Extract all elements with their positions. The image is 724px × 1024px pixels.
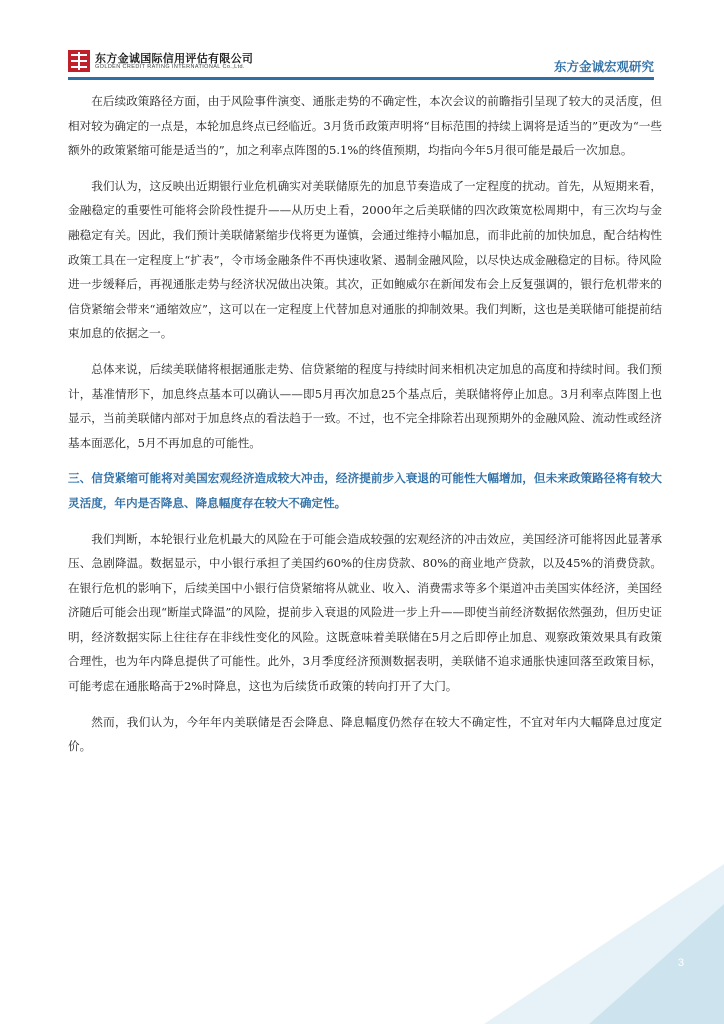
paragraph-rate-cut-uncertainty: 然而，我们认为，今年年内美联储是否会降息、降息幅度仍然存在较大不确定性，不宜对年内大幅降息过度定价。 <box>68 714 662 754</box>
paragraph-credit-tightening-risk: 我们判断，本轮银行业危机最大的风险在于可能会造成较强的宏观经济的冲击效应，美国经济可能将因此显著承压、急剧降温。数据显示，中小银行承担了美国约60%的住房贷款、80%的商业地产贷款，以及45%的消费贷款。在银行危机的影响下，后续美国中小银行信贷紧缩将从就业、收入、消费需求等多个渠道冲击美国实体经济，美国经济随后可能会出现“断崖式降温”的风险，提前步入衰退的风险进一步上升——即使当前经济数据依然强劲，但历史证明，经济数据实际上往往存在非线性变化的风险。这既意味着美联储在5月之后即停止加息、观察政策效果具有政策合理性，也为年内降息提供了可能性。此外，3月季度经济预测数据表明，美联储不追求通胀快速回落至政策目标，可能考虑在通胀略高于2%时降息，这也为后续货币政策的转向打开了大门。 <box>68 531 662 694</box>
section-heading-3: 三、信贷紧缩可能将对美国宏观经济造成较大冲击，经济提前步入衰退的可能性大幅增加，但未来政策路径将有较大灵活度，年内是否降息、降息幅度存在较大不确定性。 <box>68 471 662 510</box>
paragraph-policy-path: 在后续政策路径方面，由于风险事件演变、通胀走势的不确定性，本次会议的前瞻指引呈现了较大的灵活度，但相对较为确定的一点是，本轮加息终点已经临近。3月货币政策声明将“目标范围的持续上调将是适当的”更改为“一些额外的政策紧缩可能是适当的”，加之利率点阵图的5.1%的终值预期，均指向今年5月很可能是最后一次加息。 <box>68 94 662 158</box>
company-logo-icon <box>68 50 90 72</box>
company-name-en: GOLDEN CREDIT RATING INTERNATIONAL Co.,Ltd. <box>95 64 245 70</box>
brand-title: 东方金诚宏观研究 <box>553 59 654 74</box>
paragraph-banking-crisis-impact: 我们认为，这反映出近期银行业危机确实对美联储原先的加息节奏造成了一定程度的扰动。首先，从短期来看，金融稳定的重要性可能将会阶段性提升——从历史上看，2000年之后美联储的四次政策宽松周期中，有三次均与金融稳定有关。因此，我们预计美联储紧缩步伐将更为谨慎，会通过维持小幅加息，而非此前的加快加息，配合结构性政策工具在一定程度上“扩表”，令市场金融条件不再快速收紧、遏制金融风险，以尽快达成金融稳定的目标。待风险进一步缓释后，再视通胀走势与经济状况做出决策。其次，正如鲍威尔在新闻发布会上反复强调的，银行危机带来的信贷紧缩会带来“通缩效应”，这可以在一定程度上代替加息对通胀的抑制效果。我们判断，这也是美联储可能提前结束加息的依据之一。 <box>68 178 662 341</box>
corner-decoration <box>484 864 724 1024</box>
company-name-cn: 东方金诚国际信用评估有限公司 <box>95 52 254 65</box>
header-rule <box>68 77 654 80</box>
page-number: 3 <box>677 957 684 969</box>
paragraph-overall-outlook: 总体来说，后续美联储将根据通胀走势、信贷紧缩的程度与持续时间来相机决定加息的高度和持续时间。我们预计，基准情形下，加息终点基本可以确认——即5月再次加息25个基点后，美联储将停止加息。3月利率点阵图上也显示，当前美联储内部对于加息终点的看法趋于一致。不过，也不完全排除若出现预期外的金融风险、流动性或经济基本面恶化，5月不再加息的可能性。 <box>68 361 662 450</box>
document-body <box>68 89 662 770</box>
page-header <box>0 0 724 80</box>
